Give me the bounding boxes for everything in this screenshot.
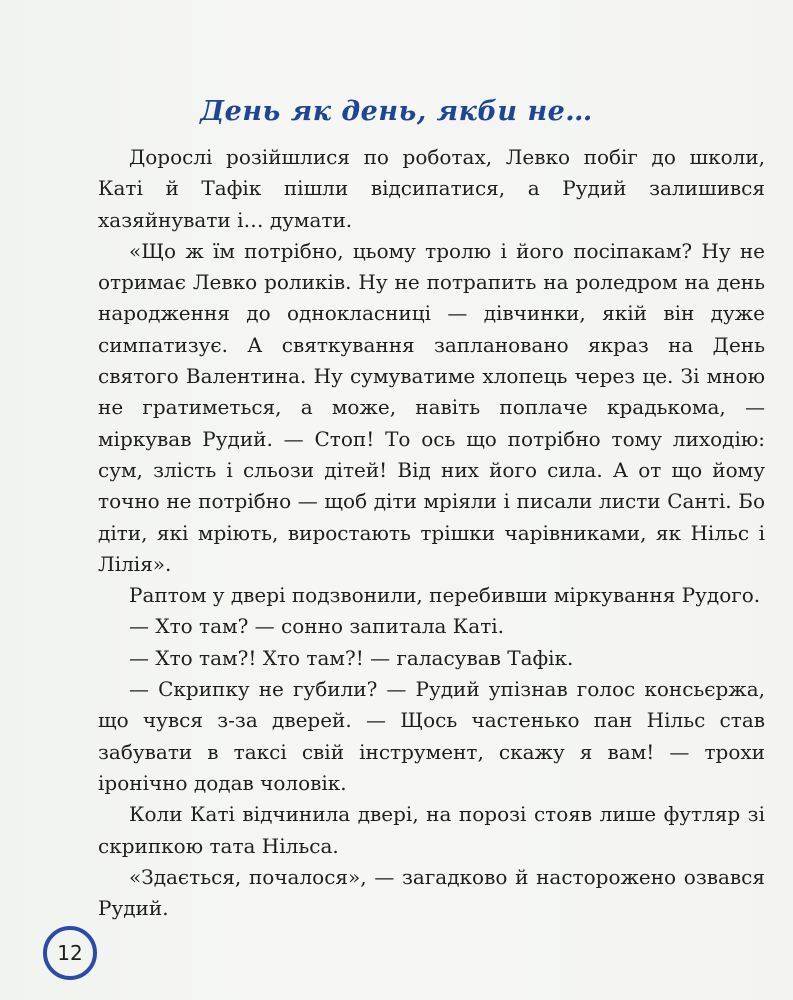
chapter-title: День як день, якби не… — [200, 96, 593, 128]
paragraph: Дорослі розійшлися по роботах, Левко побіг до школи, Каті й Тафік пішли відсипатися, а Рудий залишився хазяйнувати і… думати. — [98, 145, 765, 232]
paragraph: «Що ж їм потрібно, цьому тролю і його посіпакам? Ну не отримає Левко роликів. Ну не потрапить на роледром на день народження до однокласниці — дівчинки, якій він дуже симпатизує. А святкування заплановано якраз на День святого Валентина. Ну сумуватиме хлопець через це. Зі мною не гратиметься, а може, навіть поплаче крадькома, — міркував Рудий. — Стоп! То ось що потрібно тому лиходію: сум, злість і сльози дітей! Від них його сила. А от що йому точно не потрібно — щоб діти мріяли і писали листи Санті. Бо діти, які мріють, виростають трішки чарівниками, як Нільс і Лілія». — [98, 238, 765, 576]
paragraph: Коли Каті відчинила двері, на порозі стояв лише футляр зі скрипкою тата Нільса. — [98, 802, 765, 858]
page-number: 12 — [43, 926, 97, 980]
chapter-text — [98, 142, 765, 924]
paragraph: «Здається, почалося», — загадково й насторожено озвався Рудий. — [98, 864, 765, 921]
paragraph: — Скрипку не губили? — Рудий упізнав голос консьєржа, що чувся з-за дверей. — Щось частенько пан Нільс став забувати в таксі свій інструмент, скажу я вам! — трохи іронічно додав чоловік. — [98, 677, 765, 795]
paragraph: Раптом у двері подзвонили, перебивши міркування Рудого. — [129, 583, 761, 608]
paragraph: — Хто там? — сонно запитала Каті. — [129, 614, 505, 639]
paragraph: — Хто там?! Хто там?! — галасував Тафік. — [129, 645, 574, 670]
